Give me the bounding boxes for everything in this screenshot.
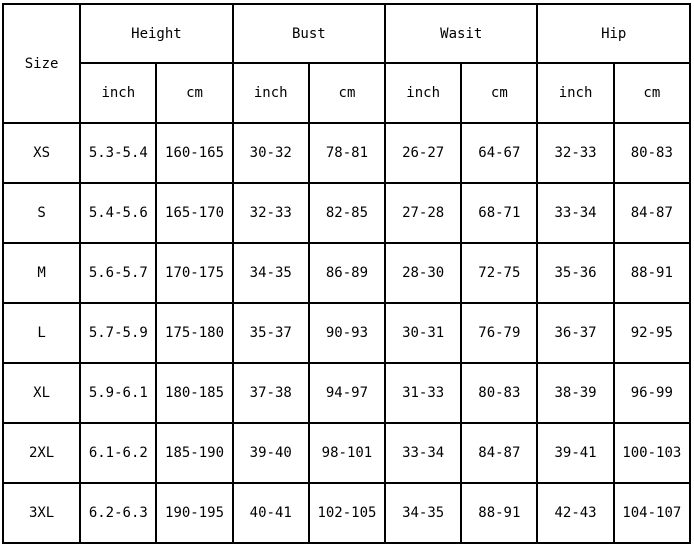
- table-cell: 34-35: [233, 243, 309, 303]
- table-cell: 64-67: [461, 123, 537, 183]
- table-cell: 100-103: [614, 423, 690, 483]
- height-header: Height: [80, 4, 232, 63]
- table-row: [3, 303, 690, 363]
- table-cell: 33-34: [385, 423, 461, 483]
- table-cell: 68-71: [461, 183, 537, 243]
- table-row: [3, 123, 690, 183]
- table-cell: 32-33: [233, 183, 309, 243]
- table-cell: 36-37: [537, 303, 613, 363]
- table-cell: 82-85: [309, 183, 385, 243]
- table-cell: 35-36: [537, 243, 613, 303]
- table-cell: 88-91: [461, 483, 537, 543]
- size-label-cell: M: [3, 243, 80, 303]
- unit-header: cm: [614, 63, 690, 123]
- unit-header: cm: [309, 63, 385, 123]
- table-cell: 32-33: [537, 123, 613, 183]
- unit-header-row: [3, 63, 690, 123]
- table-cell: 39-41: [537, 423, 613, 483]
- group-header-row: [3, 4, 690, 63]
- table-cell: 80-83: [614, 123, 690, 183]
- table-cell: 185-190: [156, 423, 232, 483]
- table-cell: 37-38: [233, 363, 309, 423]
- table-cell: 31-33: [385, 363, 461, 423]
- table-cell: 80-83: [461, 363, 537, 423]
- waist-header: Wasit: [385, 4, 537, 63]
- table-row: [3, 183, 690, 243]
- table-cell: 104-107: [614, 483, 690, 543]
- table-cell: 5.6-5.7: [80, 243, 156, 303]
- table-cell: 86-89: [309, 243, 385, 303]
- table-cell: 5.3-5.4: [80, 123, 156, 183]
- table-cell: 5.4-5.6: [80, 183, 156, 243]
- table-cell: 6.2-6.3: [80, 483, 156, 543]
- table-cell: 33-34: [537, 183, 613, 243]
- table-cell: 5.7-5.9: [80, 303, 156, 363]
- table-cell: 30-31: [385, 303, 461, 363]
- bust-header: Bust: [233, 4, 385, 63]
- table-cell: 42-43: [537, 483, 613, 543]
- table-cell: 6.1-6.2: [80, 423, 156, 483]
- table-cell: 39-40: [233, 423, 309, 483]
- table-row: [3, 423, 690, 483]
- unit-header: inch: [385, 63, 461, 123]
- table-cell: 180-185: [156, 363, 232, 423]
- table-cell: 175-180: [156, 303, 232, 363]
- table-cell: 30-32: [233, 123, 309, 183]
- table-cell: 78-81: [309, 123, 385, 183]
- table-cell: 34-35: [385, 483, 461, 543]
- size-label-cell: 2XL: [3, 423, 80, 483]
- table-cell: 96-99: [614, 363, 690, 423]
- table-cell: 94-97: [309, 363, 385, 423]
- table-cell: 27-28: [385, 183, 461, 243]
- table-cell: 190-195: [156, 483, 232, 543]
- table-cell: 76-79: [461, 303, 537, 363]
- table-cell: 26-27: [385, 123, 461, 183]
- table-row: [3, 363, 690, 423]
- table-cell: 84-87: [614, 183, 690, 243]
- table-cell: 84-87: [461, 423, 537, 483]
- size-label-cell: S: [3, 183, 80, 243]
- size-label-cell: XS: [3, 123, 80, 183]
- table-cell: 5.9-6.1: [80, 363, 156, 423]
- table-cell: 38-39: [537, 363, 613, 423]
- table-cell: 160-165: [156, 123, 232, 183]
- unit-header: cm: [461, 63, 537, 123]
- hip-header: Hip: [537, 4, 690, 63]
- size-chart-table: [2, 3, 691, 544]
- table-cell: 98-101: [309, 423, 385, 483]
- table-cell: 88-91: [614, 243, 690, 303]
- size-label-cell: 3XL: [3, 483, 80, 543]
- table-row: [3, 243, 690, 303]
- table-cell: 28-30: [385, 243, 461, 303]
- size-label-cell: XL: [3, 363, 80, 423]
- table-row: [3, 483, 690, 543]
- table-cell: 90-93: [309, 303, 385, 363]
- table-cell: 35-37: [233, 303, 309, 363]
- unit-header: cm: [156, 63, 232, 123]
- unit-header: inch: [233, 63, 309, 123]
- size-table-body: [3, 123, 690, 543]
- table-cell: 170-175: [156, 243, 232, 303]
- table-cell: 102-105: [309, 483, 385, 543]
- size-header: Size: [3, 4, 80, 123]
- unit-header: inch: [537, 63, 613, 123]
- table-cell: 92-95: [614, 303, 690, 363]
- size-label-cell: L: [3, 303, 80, 363]
- table-cell: 165-170: [156, 183, 232, 243]
- unit-header: inch: [80, 63, 156, 123]
- table-cell: 72-75: [461, 243, 537, 303]
- table-cell: 40-41: [233, 483, 309, 543]
